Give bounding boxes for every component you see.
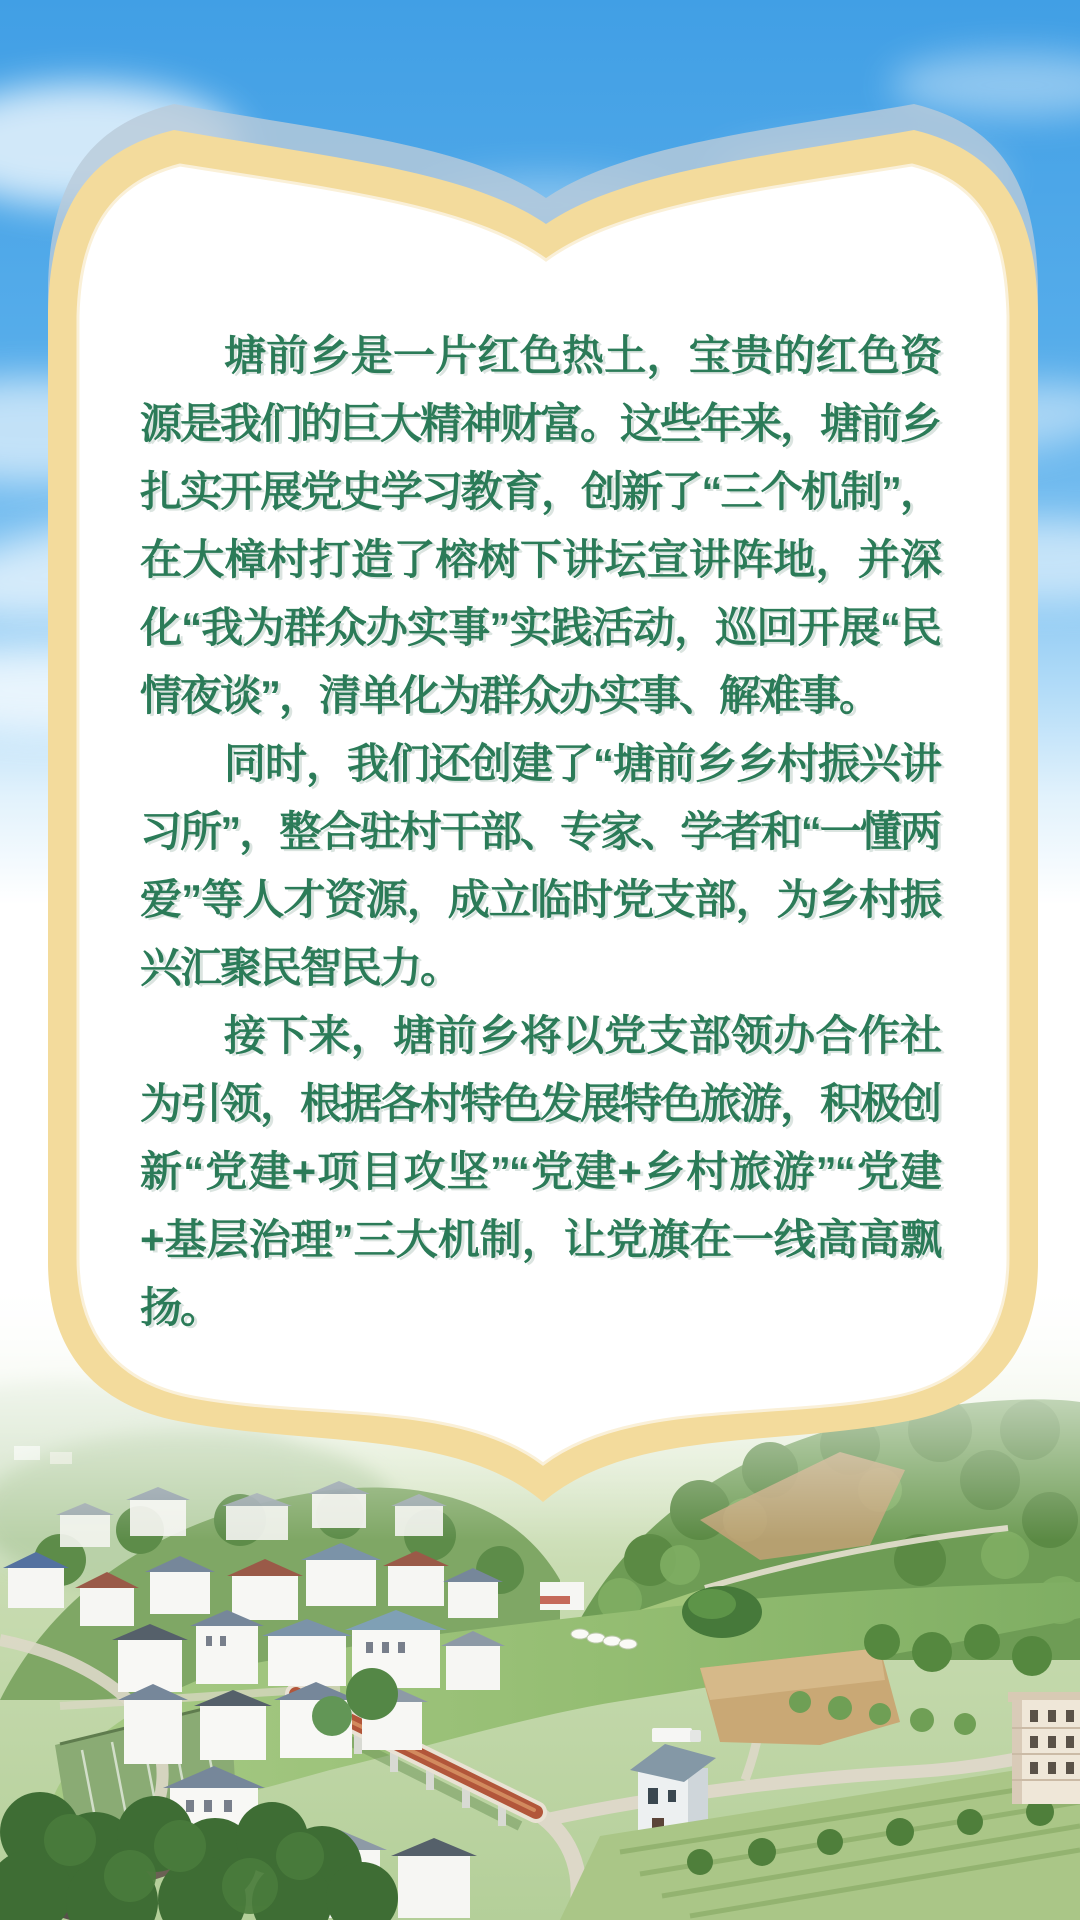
right-edge-building [1008,1692,1080,1804]
article-paragraph: 同时，我们还创建了“塘前乡乡村振兴讲习所”，整合驻村干部、专家、学者和“一懂两爱”等人才资源，成立临时党支部，为乡村振兴汇聚民智民力。 [140,740,940,991]
truck [652,1728,701,1742]
article-paragraph: 塘前乡是一片红色热土，宝贵的红色资源是我们的巨大精神财富。这些年来，塘前乡扎实开展党史学习教育，创新了“三个机制”，在大樟村打造了榕树下讲坛宣讲阵地，并深化“我为群众办实事”实践活动，巡回开展“民情夜谈”，清单化为群众办实事、解难事。 [140,332,941,719]
article-text [140,322,940,1342]
article-paragraph: 接下来，塘前乡将以党支部领办合作社为引领，根据各村特色发展特色旅游，积极创新“党建+项目攻坚”“党建+乡村旅游”“党建+基层治理”三大机制，让党旗在一线高高飘扬。 [140,1012,941,1331]
